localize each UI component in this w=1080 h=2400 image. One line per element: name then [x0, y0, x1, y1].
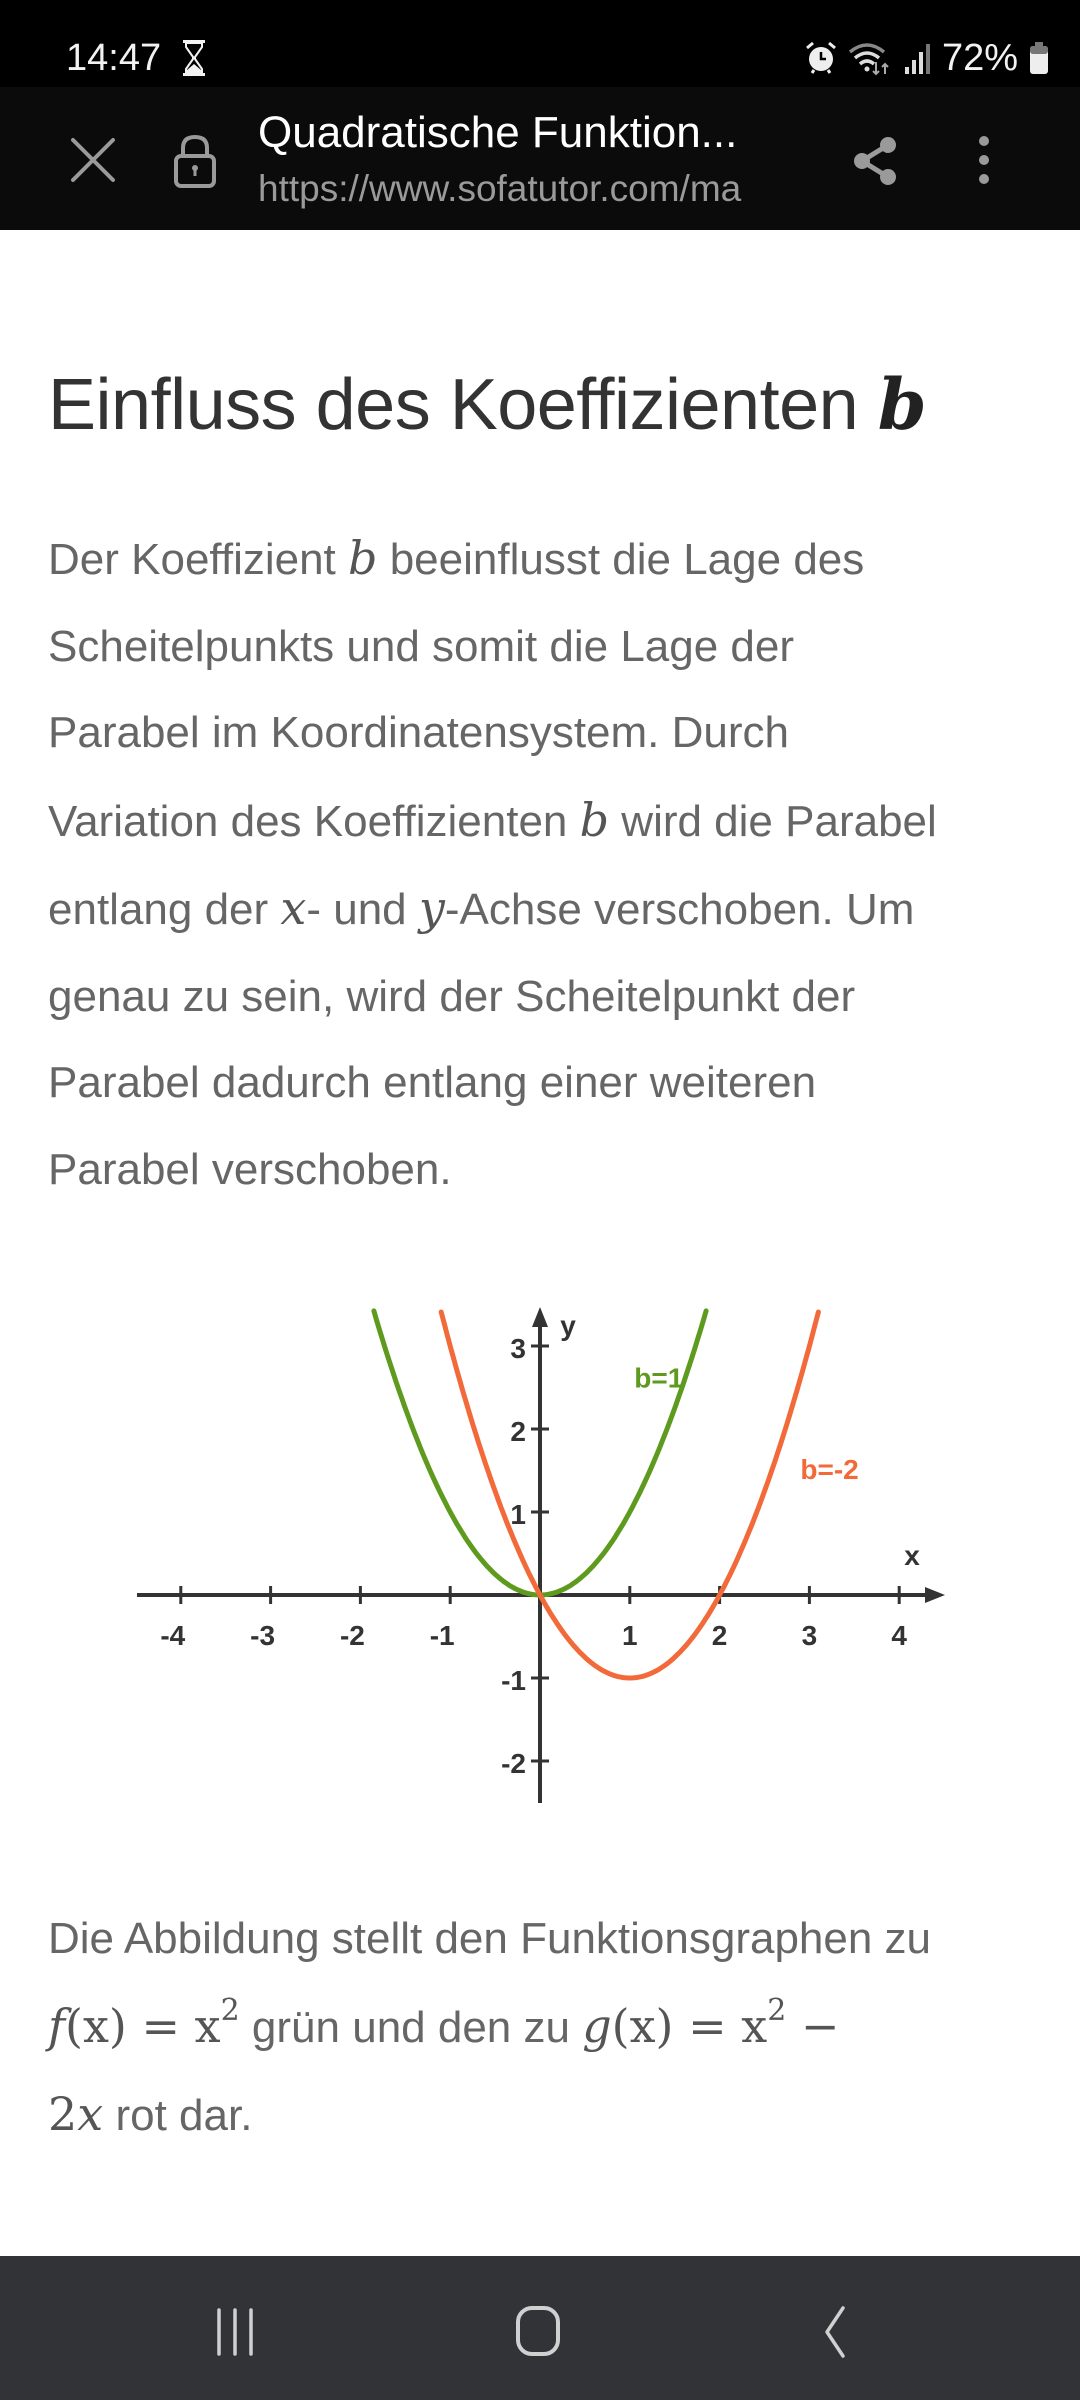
paragraph-line — [48, 2071, 1048, 2160]
parabola-chart — [0, 1290, 1080, 1850]
series-label: b=1 — [634, 1362, 684, 1394]
paragraph-figure-caption — [48, 1896, 1048, 2160]
x-tick-label: -4 — [160, 1620, 186, 1651]
y-tick-label: 1 — [510, 1499, 526, 1530]
chart-canvas — [0, 1290, 1080, 1850]
paragraph-line: genau zu sein, wird der Scheitelpunkt der — [48, 971, 856, 1021]
x-tick-label: -1 — [429, 1620, 455, 1651]
text: Variation des Koeffizienten — [48, 796, 580, 846]
paragraph-line — [48, 865, 1048, 954]
page-url[interactable]: https://www.sofatutor.com/ma — [258, 168, 742, 209]
text: wird die Parabel — [609, 796, 937, 846]
battery-icon — [1028, 40, 1050, 76]
system-nav-bar — [0, 2256, 1080, 2400]
series-label: b=-2 — [800, 1453, 859, 1485]
text: Der Koeffizient — [48, 535, 349, 584]
text: -Achse verschoben. Um — [444, 885, 915, 934]
y-tick-label: -1 — [501, 1665, 526, 1696]
article-content — [0, 230, 1080, 2256]
paragraph-line: Parabel dadurch entlang einer weiteren — [48, 1058, 817, 1107]
math-f: f — [48, 1998, 66, 2053]
hourglass-icon — [182, 40, 206, 76]
signal-icon — [904, 40, 932, 76]
paragraph-line — [48, 1983, 1048, 2072]
status-time: 14:47 — [66, 37, 162, 79]
section-heading — [48, 360, 926, 450]
back-icon[interactable] — [795, 2296, 875, 2366]
custom-tab-toolbar — [0, 87, 1080, 230]
math-y: y — [418, 881, 445, 935]
paragraph-line — [48, 777, 1048, 866]
text: rot dar. — [103, 2091, 253, 2140]
paragraph-line: Die Abbildung stellt den Funktionsgraphen zu — [48, 1914, 932, 1963]
text: - und — [306, 885, 419, 934]
status-icons — [804, 34, 1050, 82]
math-expr: (x) = x — [611, 1998, 768, 2053]
status-bar — [0, 0, 1080, 87]
battery-percent: 72% — [941, 37, 1018, 79]
text: entlang der — [48, 885, 281, 934]
y-tick-label: 2 — [510, 1416, 526, 1447]
math-minus: − — [786, 1998, 840, 2053]
paragraph-line: Parabel verschoben. — [48, 1144, 452, 1194]
math-x: x — [280, 881, 307, 935]
math-exponent: 2 — [220, 1992, 240, 2028]
paragraph-line: Parabel im Koordinatensystem. Durch — [48, 708, 789, 757]
x-tick-label: -3 — [250, 1620, 276, 1651]
math-b: b — [348, 531, 378, 585]
wifi-icon — [848, 40, 894, 76]
text: grün und den zu — [239, 2002, 583, 2052]
y-tick-label: 3 — [510, 1333, 526, 1364]
text: beeinflusst die Lage des — [377, 535, 865, 584]
recents-icon[interactable] — [195, 2296, 275, 2366]
y-axis-label: y — [560, 1310, 576, 1341]
math-number: 2 — [48, 2087, 78, 2141]
x-axis-arrow-icon — [925, 1587, 945, 1603]
paragraph-coefficient-b — [48, 515, 1048, 1213]
x-tick-label: 4 — [891, 1620, 907, 1651]
math-expr: (x) = x — [65, 1998, 221, 2053]
math-x: x — [77, 2087, 104, 2141]
page-title[interactable]: Quadratische Funktion... — [258, 108, 738, 157]
close-icon[interactable] — [68, 135, 118, 185]
x-tick-label: 3 — [801, 1620, 818, 1651]
alarm-icon — [804, 40, 838, 76]
math-b: b — [579, 792, 610, 847]
x-tick-label: -2 — [339, 1620, 365, 1651]
paragraph-line — [48, 515, 1048, 604]
x-tick-label: 2 — [711, 1620, 728, 1651]
lock-icon[interactable] — [172, 133, 218, 189]
math-exponent: 2 — [767, 1992, 787, 2028]
y-axis-arrow-icon — [532, 1307, 548, 1327]
x-axis-label: x — [904, 1540, 920, 1571]
heading-math-b: b — [877, 363, 927, 446]
heading-text: Einfluss des Koeffizienten — [48, 365, 859, 445]
more-vert-icon[interactable] — [970, 127, 998, 191]
y-tick-label: -2 — [501, 1748, 526, 1779]
share-icon[interactable] — [850, 133, 902, 189]
math-g: g — [582, 1998, 612, 2053]
home-icon[interactable] — [498, 2296, 578, 2366]
x-tick-label: 1 — [622, 1620, 638, 1651]
paragraph-line: Scheitelpunkts und somit die Lage der — [48, 621, 795, 671]
